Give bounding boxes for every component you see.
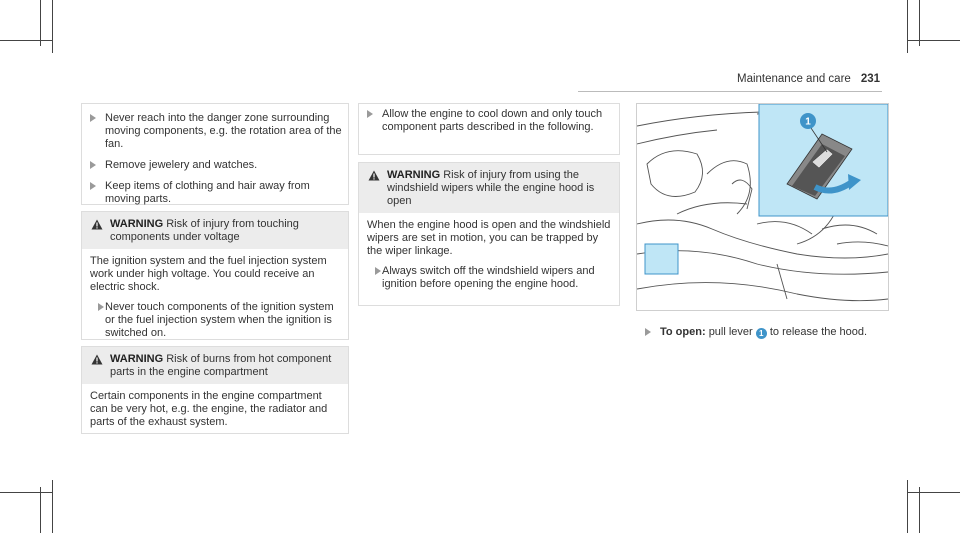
warning-box-voltage xyxy=(81,211,349,340)
list-item: Never reach into the danger zone surrounding moving components, e.g. the rotation area of the fan. xyxy=(82,112,348,151)
warning-title: Risk of injury from touching components under voltage xyxy=(110,218,299,243)
header-rule xyxy=(578,91,882,92)
caption-text-post: to release the hood. xyxy=(769,326,868,338)
interior-line-drawing xyxy=(637,104,888,310)
page-number: 231 xyxy=(860,73,880,85)
warning-label: WARNING xyxy=(387,169,441,181)
list-item: Keep items of clothing and hair away from moving parts. xyxy=(82,180,348,206)
col1-bullets-box xyxy=(81,103,349,205)
warning-box-burns xyxy=(81,346,349,434)
warning-label: WARNING xyxy=(110,218,164,230)
list-item: Allow the engine to cool down and only touch component parts described in the following. xyxy=(359,108,619,134)
warning-text: The ignition system and the fuel injection system work under high voltage. You could receive an electric shock. xyxy=(90,255,327,293)
caption-label: To open: xyxy=(660,326,706,338)
list-item: Remove jewelery and watches. xyxy=(82,159,348,172)
warning-label: WARNING xyxy=(110,353,164,365)
warning-box-wipers xyxy=(358,162,620,306)
col2-bullet-box xyxy=(358,103,620,155)
warning-text: When the engine hood is open and the windshield wipers are set in motion, you can be trapped by the wiper linkage. xyxy=(367,219,611,257)
caption-text-pre: pull lever xyxy=(708,326,753,338)
warning-title: Risk of injury from using the windshield wipers while the engine hood is open xyxy=(387,169,595,207)
hood-release-illustration xyxy=(636,103,889,311)
warning-triangle-icon xyxy=(91,354,103,365)
warning-triangle-icon xyxy=(368,170,380,181)
list-item: Never touch components of the ignition system or the fuel injection system when the ignition is switched on. xyxy=(90,301,340,340)
section-title: Maintenance and care xyxy=(737,73,851,85)
warning-text: Certain components in the engine compartment can be very hot, e.g. the engine, the radiator and parts of the exhaust system. xyxy=(90,390,328,428)
warning-header xyxy=(82,347,348,384)
warning-title: Risk of burns from hot component parts in the engine compartment xyxy=(110,353,332,378)
lever-location-highlight xyxy=(645,244,678,274)
list-item: Always switch off the windshield wipers and ignition before opening the engine hood. xyxy=(367,265,611,291)
caption-callout-badge: 1 xyxy=(756,328,767,339)
page-header xyxy=(737,73,880,85)
warning-triangle-icon xyxy=(91,219,103,230)
figure-caption xyxy=(637,326,867,339)
warning-header xyxy=(82,212,348,249)
warning-header xyxy=(359,163,619,213)
callout-1-number: 1 xyxy=(805,116,811,128)
